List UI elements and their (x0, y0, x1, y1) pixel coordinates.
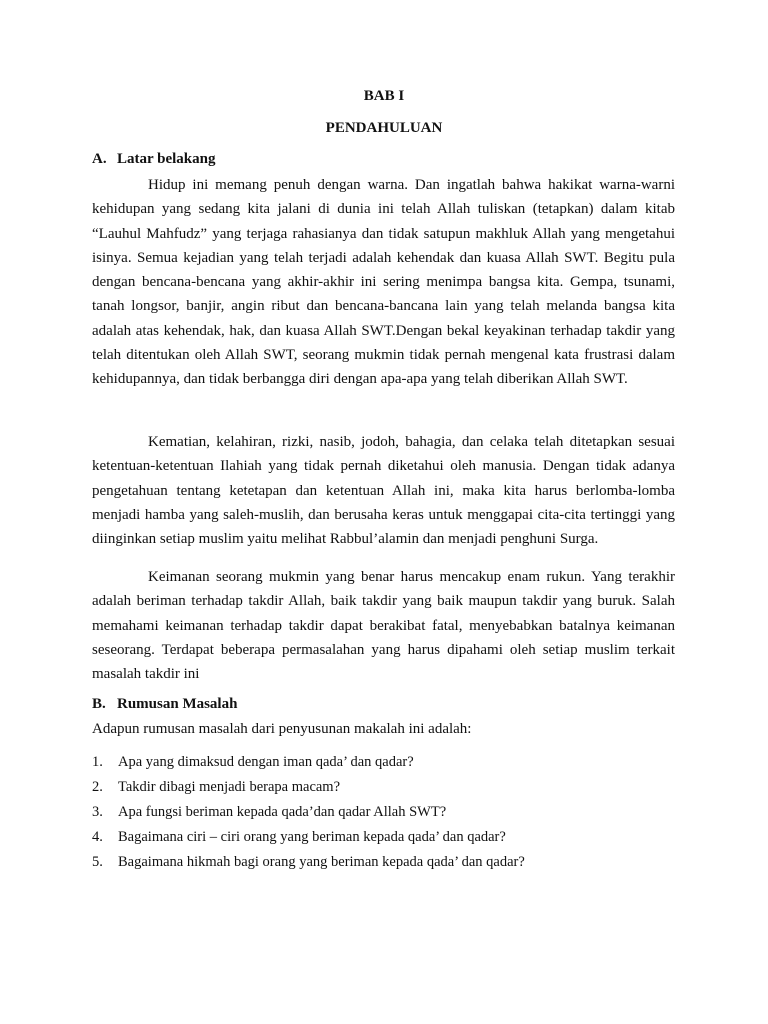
chapter-label: BAB I (363, 88, 405, 104)
list-item-number: 4. (92, 829, 103, 845)
problem-list (92, 751, 525, 876)
list-item-number: 3. (92, 804, 103, 820)
section-b-number: B. (92, 696, 106, 712)
list-item (92, 751, 525, 776)
list-item (92, 801, 525, 826)
section-b-title: Rumusan Masalah (117, 696, 238, 712)
list-item-text: Apa yang dimaksud dengan iman qada’ dan qadar? (118, 754, 414, 770)
section-a-heading (92, 151, 216, 168)
section-a-number: A. (92, 151, 107, 167)
list-item-text: Bagaimana ciri – ciri orang yang beriman kepada qada’ dan qadar? (118, 829, 506, 845)
paragraph-3: Keimanan seorang mukmin yang benar harus mencakup enam rukun. Yang terakhir adalah beriman terhadap takdir Allah, baik takdir yang baik maupun takdir yang buruk. Salah memahami keimanan terhadap takdir dapat berakibat fatal, menyebabkan batalnya keimanan seseorang. Terdapat beberapa permasalahan yang harus dipahami oleh setiap muslim terkait masalah takdir ini (92, 569, 675, 683)
list-item-number: 1. (92, 754, 103, 770)
section-b-intro: Adapun rumusan masalah dari penyusunan makalah ini adalah: (92, 721, 472, 737)
paragraph-2: Kematian, kelahiran, rizki, nasib, jodoh, bahagia, dan celaka telah ditetapkan sesuai ketentuan-ketentuan Ilahiah yang tidak pernah diketahui oleh manusia. Dengan tidak adanya pengetahuan tentang ketetapan dan ketentuan Allah ini, maka kita harus berlomba-lomba menjadi hamba yang saleh-muslih, dan berusaha keras untuk menggapai cita-cita tertinggi yang diinginkan setiap muslim yaitu melihat Rabbul’alamin dan menjadi penghuni Surga. (92, 434, 675, 548)
list-item-text: Apa fungsi beriman kepada qada’dan qadar Allah SWT? (118, 804, 447, 820)
section-b-heading (92, 696, 237, 713)
list-item (92, 776, 525, 801)
list-item-number: 2. (92, 779, 103, 795)
list-item (92, 826, 525, 851)
list-item-text: Takdir dibagi menjadi berapa macam? (118, 779, 341, 795)
section-a-title: Latar belakang (117, 151, 216, 167)
list-item (92, 851, 525, 876)
paragraph-1: Hidup ini memang penuh dengan warna. Dan ingatlah bahwa hakikat warna-warni kehidupan yang sedang kita jalani di dunia ini telah Allah tuliskan (tetapkan) dalam kitab “Lauhul Mahfudz” yang terjaga rahasianya dan tidak satupun makhluk Allah yang mengetahui isinya. Semua kejadian yang telah terjadi adalah kehendak dan kuasa Allah SWT. Begitu pula dengan bencana-bencana yang akhir-akhir ini sering menimpa bangsa kita. Gempa, tsunami, tanah longsor, banjir, angin ribut dan bencana-bancana lain yang telah melanda bangsa kita adalah atas kehendak, hak, dan kuasa Allah SWT.Dengan bekal keyakinan terhadap takdir yang telah ditentukan oleh Allah SWT, seorang mukmin tidak pernah mengenal kata frustrasi dalam kehidupannya, dan tidak berbangga diri dengan apa-apa yang telah diberikan Allah SWT. (92, 177, 675, 388)
list-item-text: Bagaimana hikmah bagi orang yang beriman kepada qada’ dan qadar? (118, 854, 525, 870)
list-item-number: 5. (92, 854, 103, 870)
chapter-title: PENDAHULUAN (325, 120, 443, 136)
